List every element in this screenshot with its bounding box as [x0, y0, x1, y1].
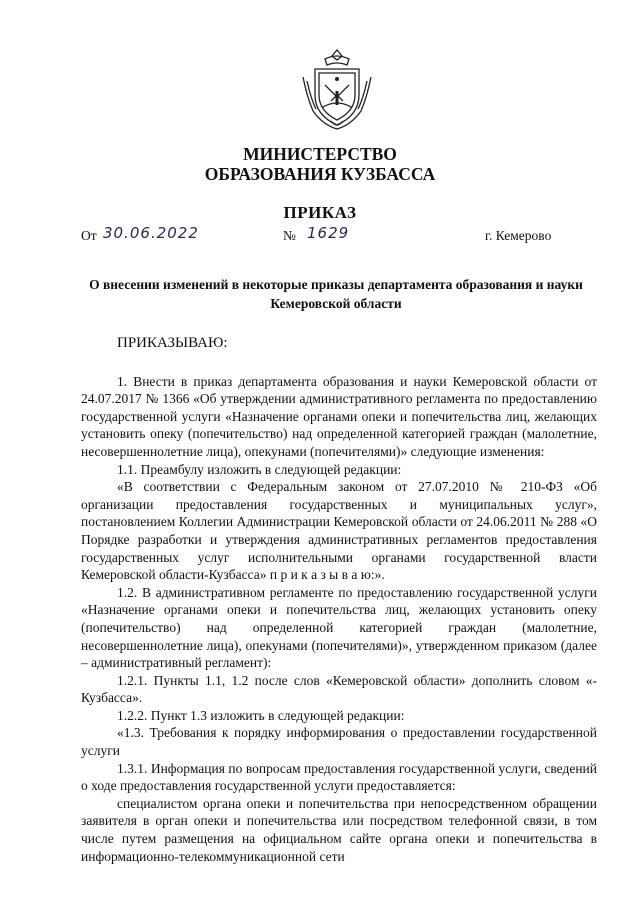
paragraph-preamble: «В соответствии с Федеральным законом от 27.07.2010 № 210-ФЗ «Об организации предоставления государственных и муниципальных услуг», постановлением Коллегии Администрации Кемеровской области от 24.06.2011 № 288 «О Порядке разработки и утверждения административных регламентов предоставления государственных услуг исполнительными органами государственной власти Кемеровской области-Кузбасса» п р и к а з ы в а ю:». [81, 479, 597, 583]
number-label: № [283, 228, 296, 243]
date-value: 30.06.2022 [103, 224, 199, 242]
paragraph-specialist: специалистом органа опеки и попечительства при непосредственном обращении заявителя в орган опеки и попечительства или посредством телефонной связи, в том числе путем размещения на официальном сайте органа опеки и попечительства в информационно-телекоммуникационной сети [81, 795, 597, 864]
paragraph-1-3-1: 1.3.1. Информация по вопросам предоставления государственной услуги, сведений о ходе предоставления государственной услуги предоставляется: [81, 760, 597, 794]
paragraph-1: 1. Внести в приказ департамента образования и науки Кемеровской области от 24.07.2017 № 1366 «Об утверждении административного регламента по предоставлению государственной услуги «Назначение органами опеки и попечительства лиц, желающих установить опеку (попечительство) над определенной категорией граждан (малолетние, несовершеннолетние лица), опекунами (попечителями)» следующие изменения: [81, 373, 597, 459]
date-label: От [81, 228, 97, 243]
paragraph-1-1: 1.1. Преамбулу изложить в следующей редакции: [117, 461, 402, 477]
ministry-name-line2: ОБРАЗОВАНИЯ КУЗБАССА [204, 164, 436, 184]
order-body [81, 335, 597, 865]
coat-of-arms-emblem [301, 47, 373, 133]
paragraph-1-2-1: 1.2.1. Пункты 1.1, 1.2 после слов «Кемеровской области» дополнить словом «-Кузбасса». [81, 672, 597, 706]
paragraph-1-3: «1.3. Требования к порядку информирования о предоставлении государственной услуги [81, 725, 597, 759]
number-value: 1629 [307, 224, 350, 242]
paragraph-1-2: 1.2. В административном регламенте по предоставлению государственной услуги «Назначение органами опеки и попечительства лиц, желающих установить опеку (попечительство) над определенной категорией граждан (малолетние, несовершеннолетние лица), опекунами (попечителями)», утвержденном приказом (далее – административный регламент): [81, 584, 597, 671]
paragraph-1-2-2: 1.2.2. Пункт 1.3 изложить в следующей редакции: [117, 707, 405, 723]
ministry-name-line1: МИНИСТЕРСТВО [243, 144, 397, 164]
document-type: ПРИКАЗ [283, 203, 357, 222]
order-verb: ПРИКАЗЫВАЮ: [117, 335, 228, 351]
city: г. Кемерово [485, 228, 552, 243]
order-subject: О внесении изменений в некоторые приказы департамента образования и науки Кемеровской области [89, 277, 583, 311]
